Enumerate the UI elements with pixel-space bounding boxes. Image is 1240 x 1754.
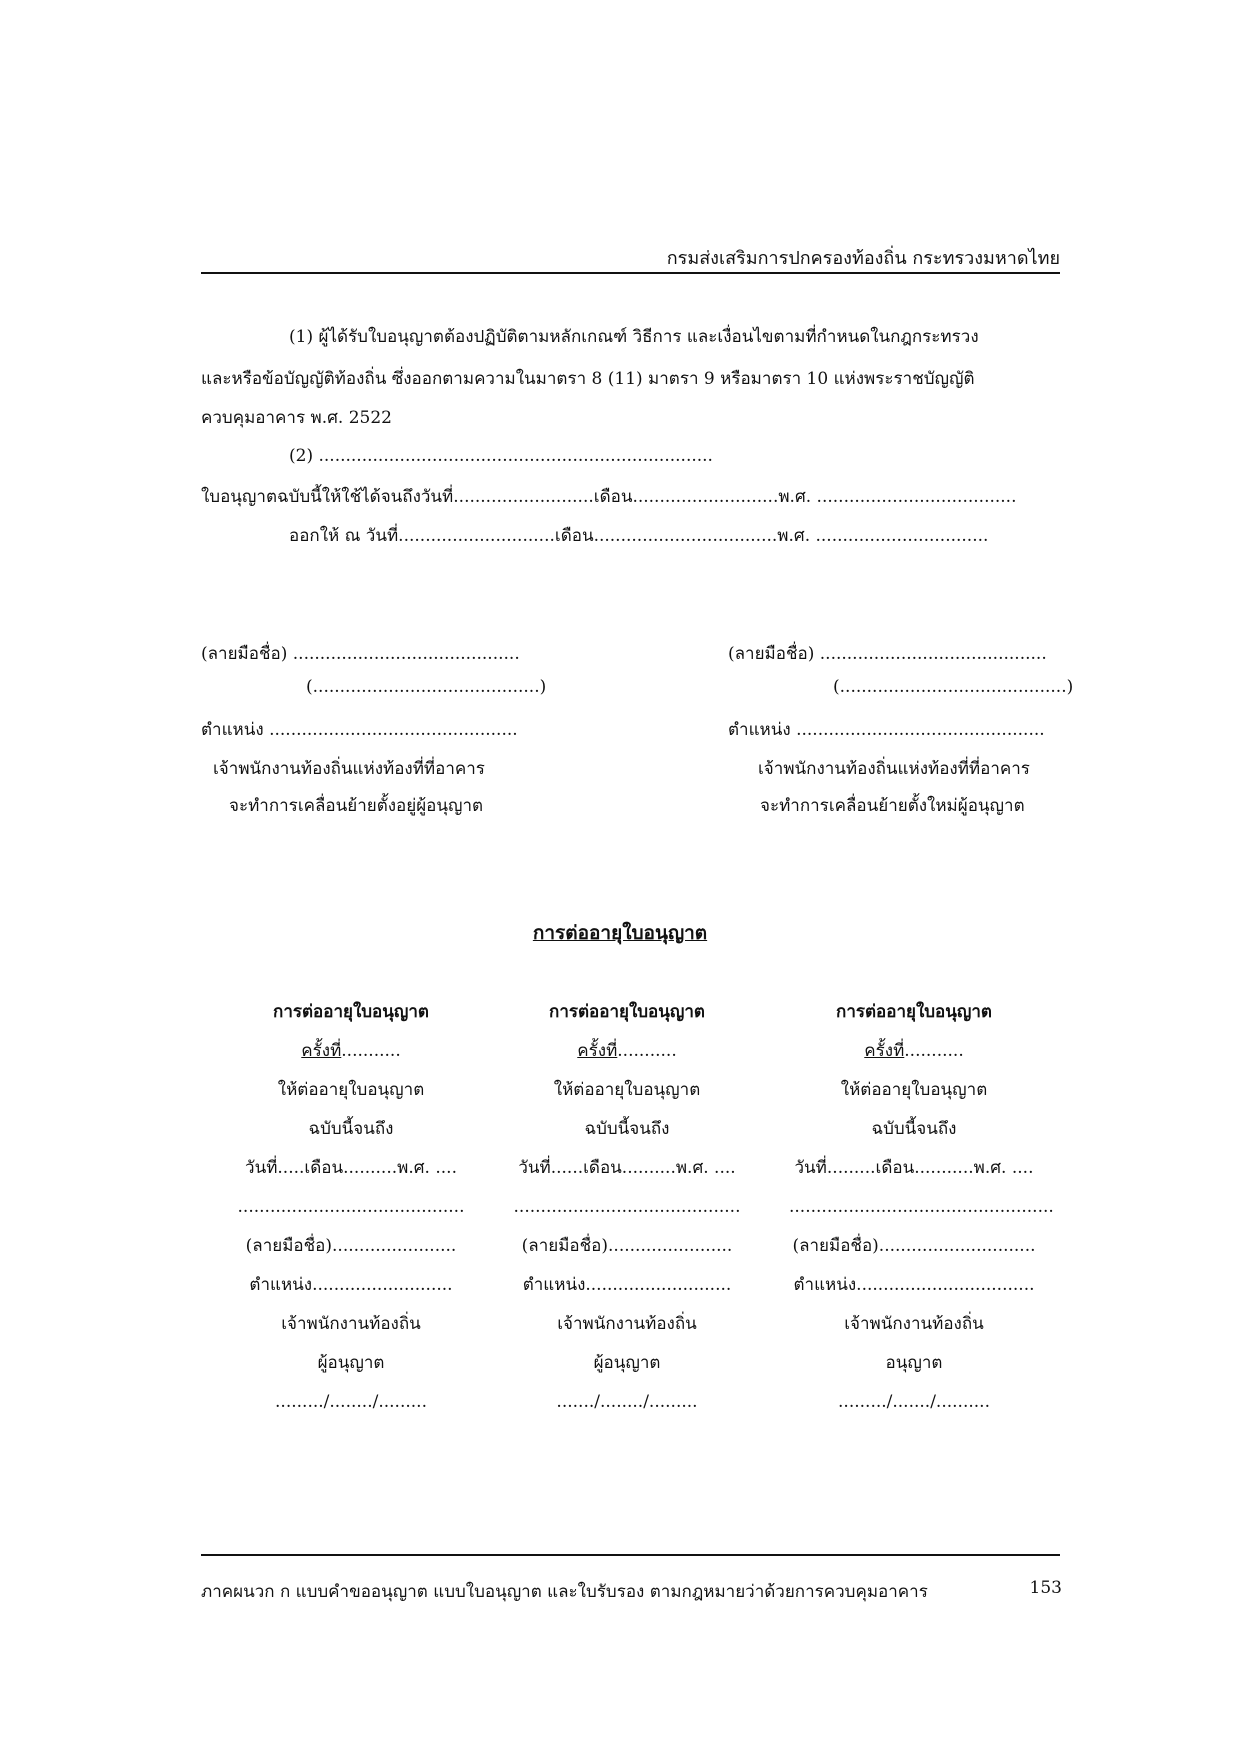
renewal-round	[502, 1039, 752, 1078]
role-line-1: เจ้าพนักงานท้องถิ่นแห่งท้องที่ที่อาคาร	[213, 759, 485, 779]
renewal-signature: (ลายมือชื่อ).......................	[521, 1236, 733, 1256]
renewal-position: ตำแหน่ง...........................	[522, 1275, 732, 1295]
condition-line-2: และหรือข้อบัญญัติท้องถิ่น ซึ่งออกตามความในมาตรา 8 (11) มาตรา 9 หรือมาตรา 10 แห่งพระราชบัญญัติ	[201, 369, 975, 389]
round-dots: ...........	[904, 1041, 964, 1061]
validity-line: ใบอนุญาตฉบับนี้ให้ใช้ได้จนถึงวันที่..........................เดือน...........................พ.ศ. .....................................	[201, 487, 1017, 507]
renewal-head: การต่ออายุใบอนุญาต	[273, 1002, 429, 1022]
footer-text: ภาคผนวก ก แบบคำขออนุญาต แบบใบอนุญาต และใบรับรอง ตามกฎหมายว่าด้วยการควบคุมอาคาร	[201, 1582, 928, 1602]
renewal-officer: เจ้าพนักงานท้องถิ่น	[844, 1314, 984, 1334]
renewal-role: ผู้อนุญาต	[593, 1353, 661, 1373]
round-label: ครั้งที่	[577, 1041, 618, 1061]
round-dots: ...........	[341, 1041, 401, 1061]
signature-line: (ลายมือชื่อ) ..........................................	[201, 644, 520, 664]
renewal-role: อนุญาต	[885, 1353, 943, 1373]
renewal-blank-line: ..........................................	[513, 1197, 741, 1217]
renewal-signature: (ลายมือชื่อ).......................	[245, 1236, 457, 1256]
position-line: ตำแหน่ง ..............................................	[201, 720, 518, 740]
renewal-extend: ให้ต่ออายุใบอนุญาต	[840, 1080, 988, 1100]
renewal-extend: ให้ต่ออายุใบอนุญาต	[553, 1080, 701, 1100]
round-label: ครั้งที่	[864, 1041, 905, 1061]
renewal-sign-date: ......./......../.........	[556, 1392, 698, 1412]
condition-line-1: (1) ผู้ได้รับใบอนุญาตต้องปฏิบัติตามหลักเกณฑ์ วิธีการ และเงื่อนไขตามที่กำหนดในกฎกระทรวง	[289, 327, 979, 347]
renewal-date: วันที่.....เดือน..........พ.ศ. ....	[245, 1158, 457, 1178]
renewal-head: การต่ออายุใบอนุญาต	[549, 1002, 705, 1022]
round-dots: ...........	[617, 1041, 677, 1061]
renewal-head: การต่ออายุใบอนุญาต	[836, 1002, 992, 1022]
condition-line-3: ควบคุมอาคาร พ.ศ. 2522	[201, 408, 392, 428]
renewal-column-3	[789, 1000, 1054, 1429]
header-title: กรมส่งเสริมการปกครองท้องถิ่น กระทรวงมหาดไทย	[666, 248, 1060, 269]
signature-line: (ลายมือชื่อ) ..........................................	[728, 644, 1047, 664]
renewal-blank-line: ..........................................	[237, 1197, 465, 1217]
role-line-2: จะทำการเคลื่อนย้ายตั้งใหม่ผู้อนุญาต	[760, 796, 1025, 816]
renewal-until: ฉบับนี้จนถึง	[584, 1119, 670, 1139]
renewal-column-2	[502, 1000, 752, 1429]
renewal-sign-date: ........./......./..........	[838, 1392, 990, 1412]
renewal-position: ตำแหน่ง..........................	[249, 1275, 453, 1295]
renewal-date: วันที่.........เดือน...........พ.ศ. ....	[794, 1158, 1034, 1178]
renewal-round	[226, 1039, 476, 1078]
page-number: 153	[1029, 1578, 1062, 1598]
round-label: ครั้งที่	[301, 1041, 342, 1061]
role-line-2: จะทำการเคลื่อนย้ายตั้งอยู่ผู้อนุญาต	[229, 796, 484, 816]
role-line-1: เจ้าพนักงานท้องถิ่นแห่งท้องที่ที่อาคาร	[758, 759, 1030, 779]
position-line: ตำแหน่ง ..............................................	[728, 720, 1045, 740]
renewal-round	[789, 1039, 1039, 1078]
renewal-officer: เจ้าพนักงานท้องถิ่น	[281, 1314, 421, 1334]
renewal-blank-line: .................................................	[789, 1197, 1054, 1217]
renewal-role: ผู้อนุญาต	[317, 1353, 385, 1373]
name-line: (..........................................)	[306, 677, 547, 697]
renewal-column-1	[226, 1000, 476, 1429]
issue-date-line: ออกให้ ณ วันที่.............................เดือน..................................พ.ศ. ................................	[289, 526, 989, 546]
renewal-position: ตำแหน่ง.................................	[793, 1275, 1035, 1295]
header-divider	[201, 272, 1060, 274]
condition-line-4: (2) .........................................................................	[289, 446, 713, 466]
renewal-sign-date: ........./......../.........	[275, 1392, 427, 1412]
renewal-until: ฉบับนี้จนถึง	[308, 1119, 394, 1139]
renewal-officer: เจ้าพนักงานท้องถิ่น	[557, 1314, 697, 1334]
renewal-extend: ให้ต่ออายุใบอนุญาต	[277, 1080, 425, 1100]
renewal-signature: (ลายมือชื่อ).............................	[792, 1236, 1036, 1256]
renewal-until: ฉบับนี้จนถึง	[871, 1119, 957, 1139]
name-line: (..........................................)	[833, 677, 1074, 697]
renewal-section-title: การต่ออายุใบอนุญาต	[532, 922, 708, 944]
renewal-date: วันที่......เดือน..........พ.ศ. ....	[518, 1158, 736, 1178]
footer-divider	[201, 1554, 1060, 1556]
